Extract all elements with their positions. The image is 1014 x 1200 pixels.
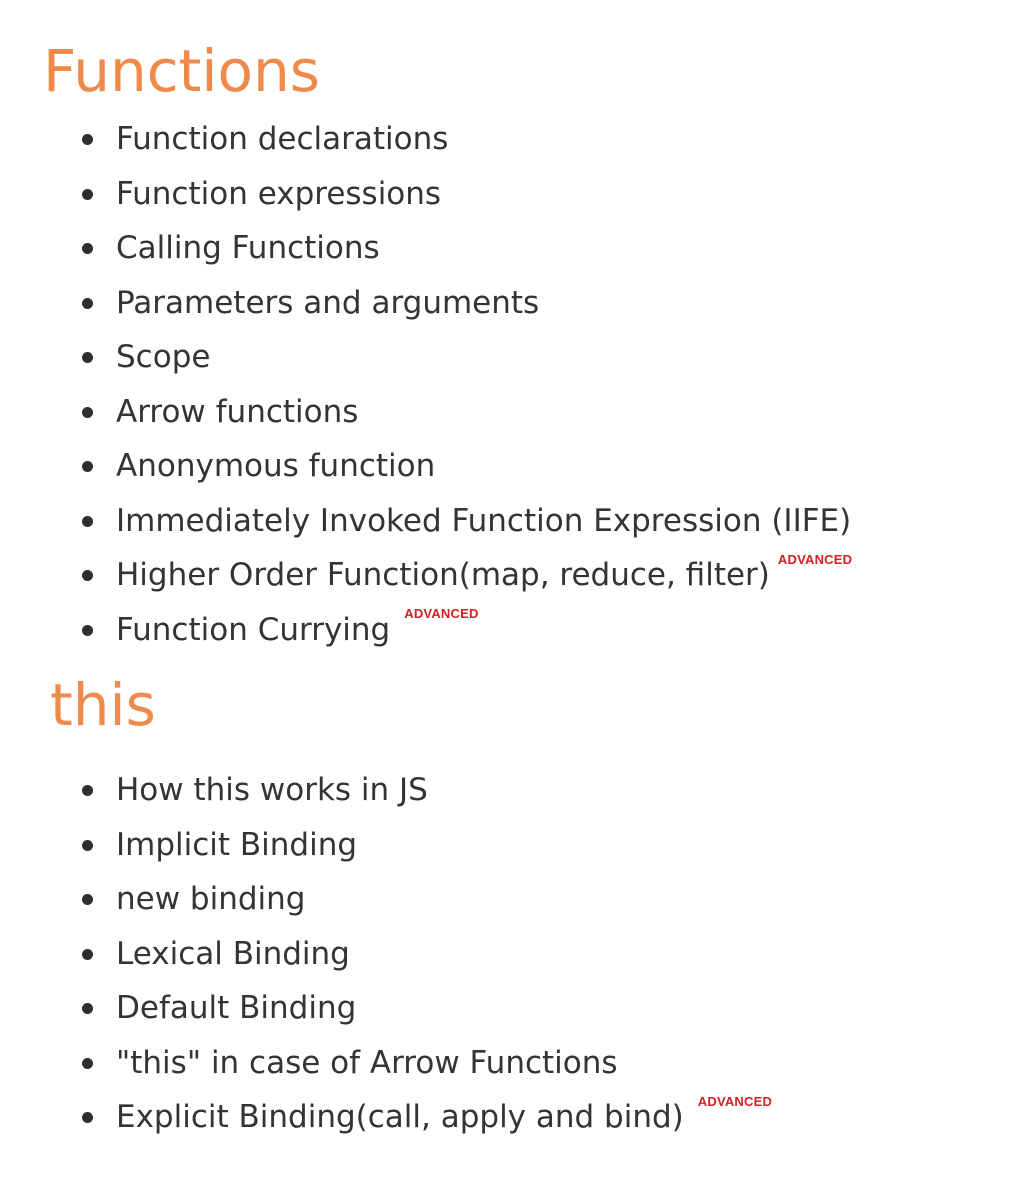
list-item-label: Immediately Invoked Function Expression (IIFE) <box>116 502 852 539</box>
list-item-label: Implicit Binding <box>116 826 358 863</box>
bullet-icon <box>82 894 93 905</box>
list-item-label: Arrow functions <box>116 393 359 430</box>
list-item-label: Explicit Binding(call, apply and bind) <box>116 1099 684 1136</box>
list-item <box>78 385 852 440</box>
bullet-icon <box>82 1058 93 1069</box>
bullet-icon <box>82 134 93 145</box>
list-item <box>78 330 852 385</box>
list-item <box>78 548 852 603</box>
bullet-icon <box>82 407 93 418</box>
list-item-label: "this" in case of Arrow Functions <box>116 1044 618 1081</box>
list-item <box>78 872 772 927</box>
list-item-label: Function expressions <box>116 175 442 212</box>
section-heading-functions: Functions <box>43 37 320 105</box>
advanced-badge: ADVANCED <box>697 1093 773 1109</box>
list-item <box>78 221 852 276</box>
list-item <box>78 818 772 873</box>
list-item <box>78 1036 772 1091</box>
list-item-label: Calling Functions <box>116 230 380 267</box>
bullet-icon <box>82 243 93 254</box>
list-item-label: Function Currying <box>116 611 391 648</box>
list-item <box>78 494 852 549</box>
bullet-icon <box>82 785 93 796</box>
list-item <box>78 439 852 494</box>
list-item <box>78 112 852 167</box>
list-item-label: new binding <box>116 881 306 918</box>
bullet-icon <box>82 298 93 309</box>
bullet-icon <box>82 1003 93 1014</box>
list-item-label: How this works in JS <box>116 772 428 809</box>
list-item-label: Parameters and arguments <box>116 284 540 321</box>
list-item-label: Higher Order Function(map, reduce, filter) <box>116 557 770 594</box>
bullet-icon <box>82 1112 93 1123</box>
bullet-icon <box>82 625 93 636</box>
bullet-icon <box>82 570 93 581</box>
list-item <box>78 763 772 818</box>
list-item <box>78 603 852 658</box>
bullet-icon <box>82 949 93 960</box>
list-item-label: Default Binding <box>116 990 357 1027</box>
list-item <box>78 276 852 331</box>
list-item-label: Anonymous function <box>116 448 436 485</box>
bullet-icon <box>82 461 93 472</box>
list-item <box>78 981 772 1036</box>
list-item <box>78 167 852 222</box>
section-heading-this: this <box>50 671 156 739</box>
this-topic-list <box>78 763 772 1145</box>
list-item-label: Lexical Binding <box>116 935 350 972</box>
advanced-badge: ADVANCED <box>777 551 853 567</box>
list-item <box>78 927 772 982</box>
bullet-icon <box>82 189 93 200</box>
advanced-badge: ADVANCED <box>404 606 479 622</box>
list-item-label: Function declarations <box>116 121 449 158</box>
functions-topic-list <box>78 112 852 657</box>
list-item <box>78 1090 772 1145</box>
bullet-icon <box>82 352 93 363</box>
bullet-icon <box>82 516 93 527</box>
bullet-icon <box>82 840 93 851</box>
list-item-label: Scope <box>116 339 211 376</box>
